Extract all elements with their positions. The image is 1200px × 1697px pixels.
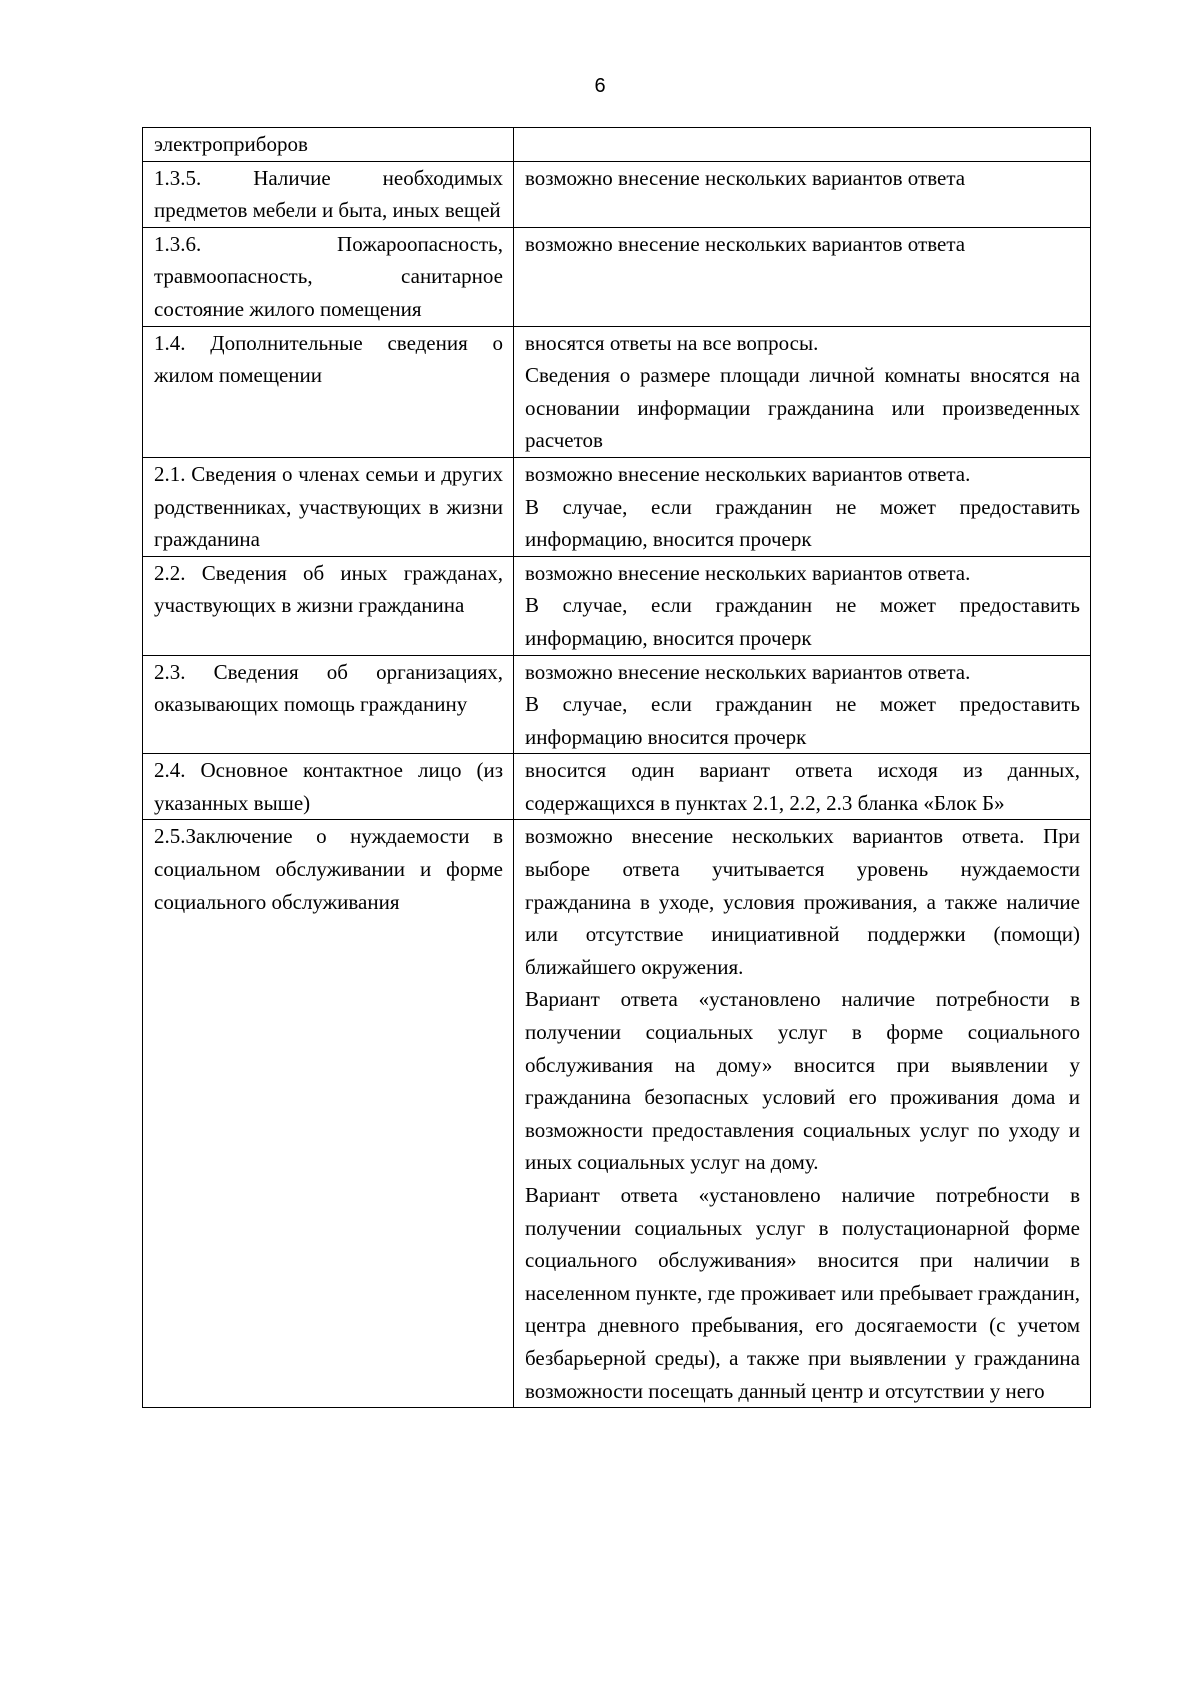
table-row [143,161,1091,227]
table-row [143,326,1091,457]
row-instruction-cell [514,326,1091,457]
row-instruction-cell [514,227,1091,326]
row-instruction-cell [514,556,1091,655]
row-instruction-cell [514,754,1091,820]
instruction-paragraph: вносятся ответы на все вопросы. [525,330,819,355]
row-instruction-cell [514,161,1091,227]
table-row [143,556,1091,655]
instruction-paragraph: возможно внесение нескольких вариантов ответа [525,231,966,256]
instruction-paragraph: В случае, если гражданин не может предоставить информацию вносится прочерк [525,692,1080,749]
row-label-cell: 1.3.6. Пожароопасность, травмоопасность, санитарное состояние жилого помещения [143,227,514,326]
instruction-paragraph: возможно внесение нескольких вариантов ответа. [525,560,971,585]
row-label-cell: 2.4. Основное контактное лицо (из указанных выше) [143,754,514,820]
row-label-cell: 1.4. Дополнительные сведения о жилом помещении [143,326,514,457]
row-label-cell: 2.1. Сведения о членах семьи и других родственниках, участвующих в жизни гражданина [143,457,514,556]
row-label-cell: 2.2. Сведения об иных гражданах, участвующих в жизни гражданина [143,556,514,655]
instruction-paragraph: Вариант ответа «установлено наличие потребности в получении социальных услуг в полустационарной форме социального обслуживания» вносится при наличии в населенном пункте, где проживает или пребывает гражданин, центра дневного пребывания, его досягаемости (с учетом безбарьерной среды), а также при выявлении у гражданина возможности посещать данный центр и отсутствии у него [525,1183,1080,1403]
instructions-table [142,127,1091,1408]
row-label-cell: электроприборов [143,128,514,162]
instruction-paragraph: возможно внесение нескольких вариантов ответа. [525,659,971,684]
page-number: 6 [594,75,606,97]
instruction-paragraph: возможно внесение нескольких вариантов ответа. [525,461,971,486]
table-row [143,820,1091,1408]
instruction-paragraph: Вариант ответа «установлено наличие потребности в получении социальных услуг в форме социального обслуживания на дому» вносится при выявлении у гражданина безопасных условий его проживания дома и возможности предоставления социальных услуг по уходу и иных социальных услуг на дому. [525,987,1080,1175]
row-label-cell: 1.3.5. Наличие необходимых предметов мебели и быта, иных вещей [143,161,514,227]
table-row [143,754,1091,820]
row-instruction-cell [514,655,1091,754]
row-instruction-cell [514,128,1091,162]
table-row [143,128,1091,162]
instruction-paragraph: вносится один вариант ответа исходя из данных, содержащихся в пунктах 2.1, 2.2, 2.3 бланка «Блок Б» [525,758,1080,815]
row-label-cell: 2.3. Сведения об организациях, оказывающих помощь гражданину [143,655,514,754]
row-label-cell: 2.5.Заключение о нуждаемости в социальном обслуживании и форме социального обслуживания [143,820,514,1408]
row-instruction-cell [514,820,1091,1408]
table-row [143,227,1091,326]
table-row [143,655,1091,754]
instruction-paragraph: В случае, если гражданин не может предоставить информацию, вносится прочерк [525,593,1080,650]
row-instruction-cell [514,457,1091,556]
instruction-paragraph: возможно внесение нескольких вариантов ответа [525,165,966,190]
table-row [143,457,1091,556]
instruction-paragraph: возможно внесение нескольких вариантов ответа. При выборе ответа учитывается уровень нуждаемости гражданина в уходе, условия проживания, а также наличие или отсутствие инициативной поддержки (помощи) ближайшего окружения. [525,824,1080,979]
instruction-paragraph: Сведения о размере площади личной комнаты вносятся на основании информации гражданина или произведенных расчетов [525,363,1080,453]
instruction-paragraph: В случае, если гражданин не может предоставить информацию, вносится прочерк [525,494,1080,552]
